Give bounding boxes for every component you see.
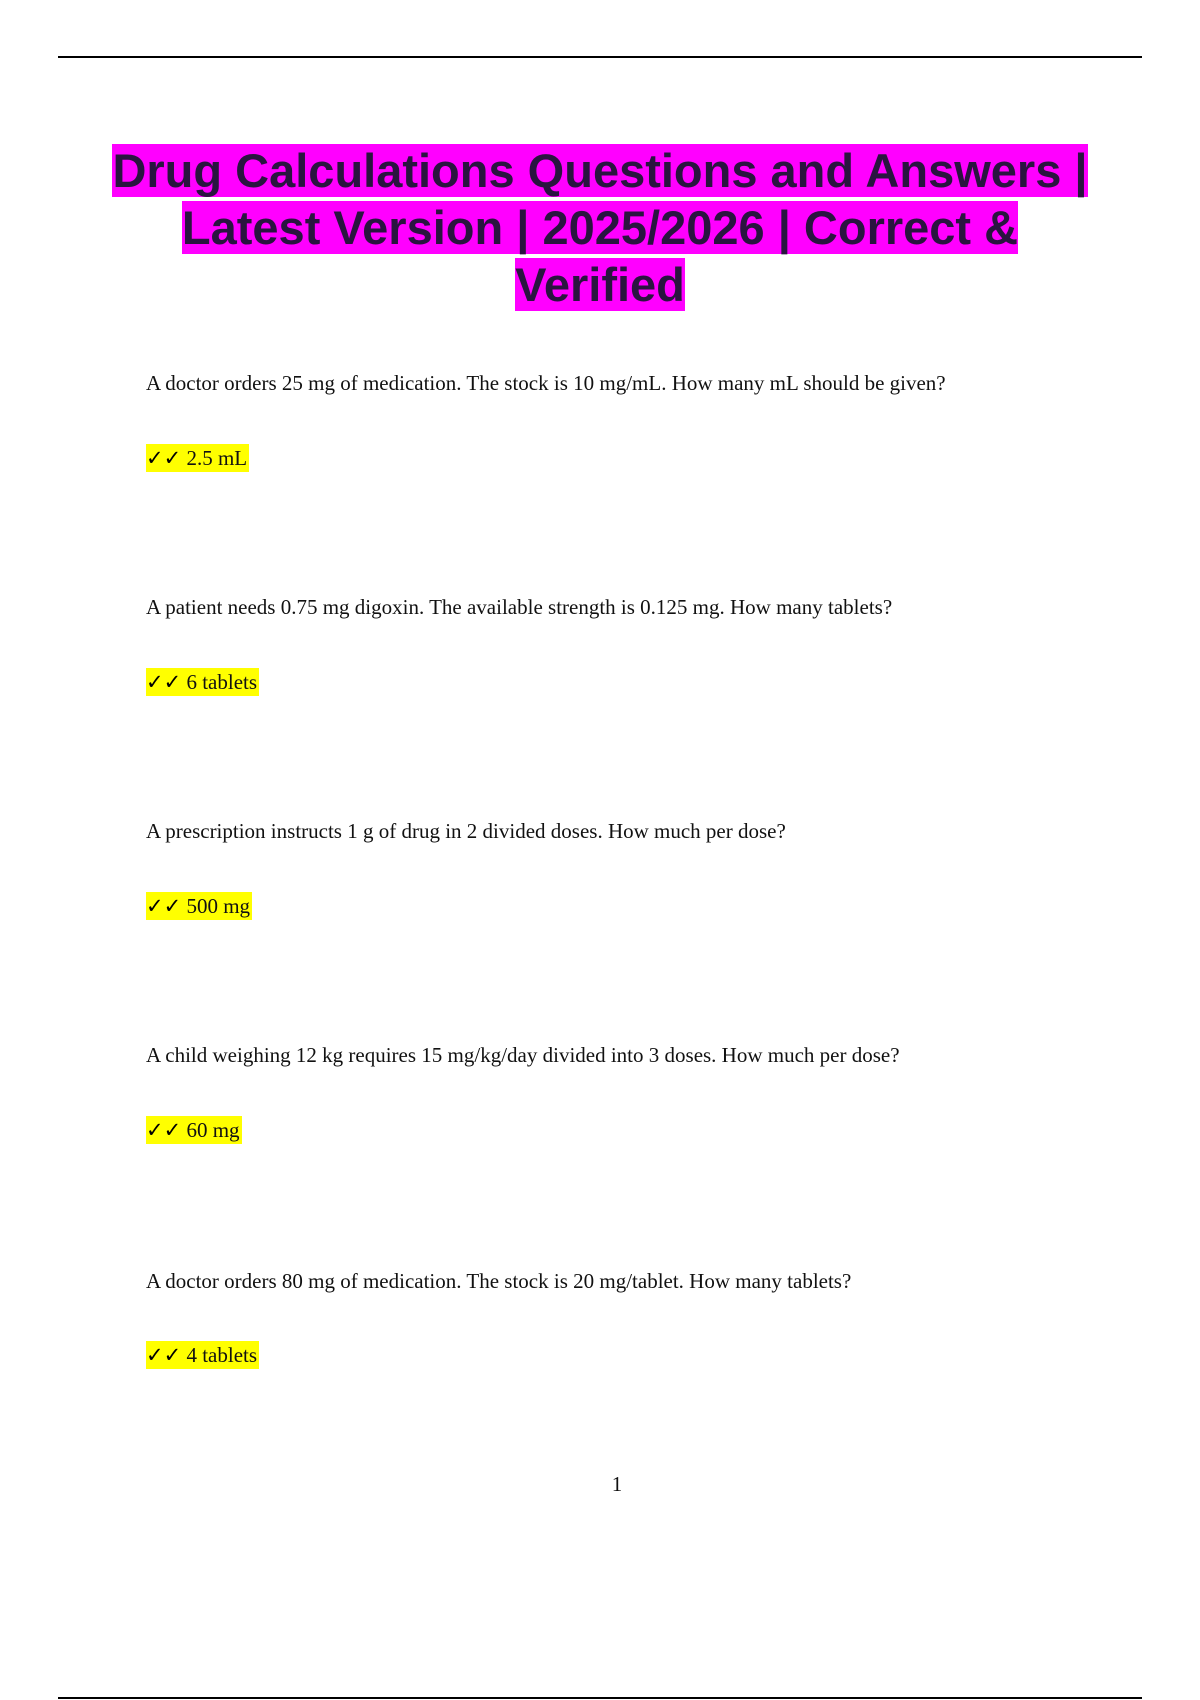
page-number: 1: [611, 1472, 623, 1496]
answer-2: [146, 668, 259, 696]
answer-4: [146, 1116, 242, 1144]
question-4: A child weighing 12 kg requires 15 mg/kg/day divided into 3 doses. How much per dose?: [146, 1043, 900, 1067]
question-3: A prescription instructs 1 g of drug in 2 divided doses. How much per dose?: [146, 819, 786, 843]
question-5: A doctor orders 80 mg of medication. The stock is 20 mg/tablet. How many tablets?: [146, 1269, 852, 1293]
double-check-icon: ✓✓: [146, 446, 182, 470]
answer-text: 500 mg: [186, 894, 251, 918]
question-1: A doctor orders 25 mg of medication. The stock is 10 mg/mL. How many mL should be given?: [146, 371, 946, 395]
answer-text: 2.5 mL: [186, 446, 248, 470]
double-check-icon: ✓✓: [146, 1118, 182, 1142]
answer-1: [146, 444, 249, 472]
answer-3: [146, 892, 252, 920]
double-check-icon: ✓✓: [146, 894, 182, 918]
question-2: A patient needs 0.75 mg digoxin. The available strength is 0.125 mg. How many tablets?: [146, 595, 893, 619]
answer-text: 60 mg: [186, 1118, 240, 1142]
title-block: [100, 142, 1100, 313]
answer-text: 4 tablets: [186, 1343, 258, 1367]
document-title: Drug Calculations Questions and Answers | Latest Version | 2025/2026 | Correct & Verified: [112, 144, 1088, 311]
answer-5: [146, 1341, 259, 1369]
answer-text: 6 tablets: [186, 670, 258, 694]
double-check-icon: ✓✓: [146, 1343, 182, 1367]
double-check-icon: ✓✓: [146, 670, 182, 694]
top-divider: [58, 56, 1142, 58]
bottom-divider: [58, 1697, 1142, 1699]
